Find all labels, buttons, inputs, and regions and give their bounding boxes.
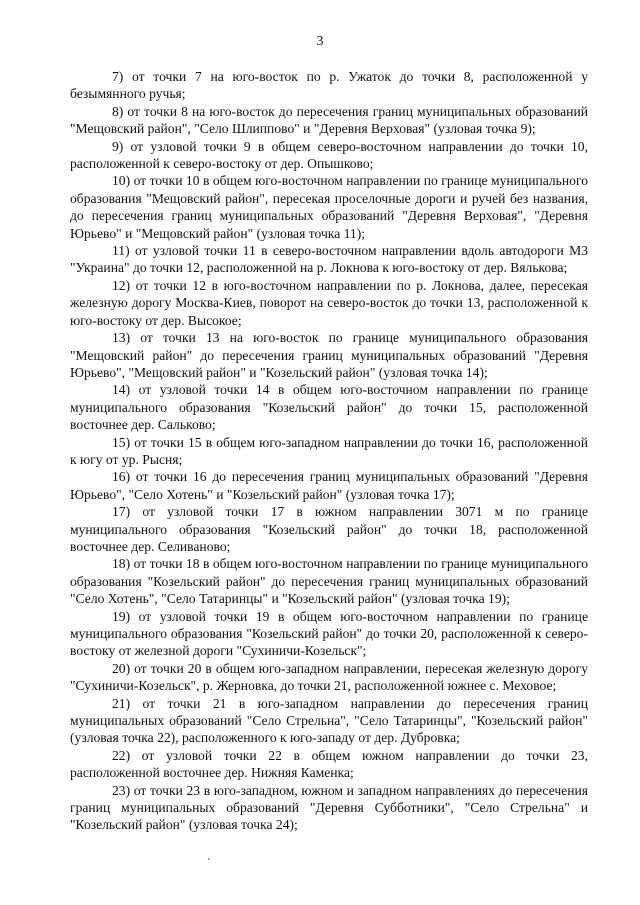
paragraph-10: 10) от точки 10 в общем юго-восточном направлении по границе муниципального образования "Мещовский район", пересекая проселочные дороги и ручей без названия, до пересечения границ муниципальных образований "Деревня Верховая", "Деревня Юрьево" и "Мещовский район" (узловая точка 11); xyxy=(70,173,588,241)
paragraph-18: 18) от точки 18 в общем юго-восточном направлении по границе муниципального образования "Козельский район" до пересечения границ муниципальных образований "Село Хотень", "Село Татаринцы" и "Козельский район" (узловая точка 19); xyxy=(70,556,588,607)
paragraph-12: 12) от точки 12 в юго-восточном направлении по р. Локнова, далее, пересекая железную дорогу Москва-Киев, поворот на северо-восток до точки 13, расположенной к юго-востоку от дер. Высокое; xyxy=(70,277,588,328)
paragraph-22: 22) от узловой точки 22 в общем южном направлении до точки 23, расположенной восточнее дер. Нижняя Каменка; xyxy=(70,747,588,781)
paragraph-8: 8) от точки 8 на юго-восток до пересечения границ муниципальных образований "Мещовский район", "Село Шлиппово" и "Деревня Верховая" (узловая точка 9); xyxy=(70,103,588,137)
paragraph-9: 9) от узловой точки 9 в общем северо-восточном направлении до точки 10, расположенной к северо-востоку от дер. Опышково; xyxy=(70,138,588,172)
paragraph-21: 21) от точки 21 в юго-западном направлении до пересечения границ муниципальных образований "Село Стрельна", "Село Татаринцы", "Козельский район" (узловая точка 22), расположенного к юго-западу от дер. Дубровка; xyxy=(70,695,588,746)
paragraph-16: 16) от точки 16 до пересечения границ муниципальных образований "Деревня Юрьево", "Село Хотень" и "Козельский район" (узловая точка 17); xyxy=(70,469,588,502)
paragraph-15: 15) от точки 15 в общем юго-западном направлении до точки 16, расположенной к югу от ур. Рысня; xyxy=(70,434,588,467)
document-body xyxy=(70,68,588,834)
paragraph-20: 20) от точки 20 в общем юго-западном направлении, пересекая железную дорогу "Сухиничи-Козельск", р. Жерновка, до точки 21, расположенной южнее с. Меховое; xyxy=(70,660,588,694)
scan-speck xyxy=(208,858,210,860)
paragraph-19: 19) от узловой точки 19 в общем юго-восточном направлении по границе муниципального образования "Козельский район" до точки 20, расположенной к северо-востоку от железной дороги "Сухиничи-Козельск"; xyxy=(70,608,588,659)
paragraph-7: 7) от точки 7 на юго-восток по р. Ужаток до точки 8, расположенной у безымянного ручья; xyxy=(70,69,588,102)
paragraph-11: 11) от узловой точки 11 в северо-восточном направлении вдоль автодороги М3 "Украина" до точки 12, расположенной на р. Локнова к юго-востоку от дер. Вялькова; xyxy=(70,243,588,276)
paragraph-17: 17) от узловой точки 17 в южном направлении 3071 м по границе муниципального образования "Козельский район" до точки 18, расположенной восточнее дер. Селиваново; xyxy=(70,504,588,554)
paragraph-23: 23) от точки 23 в юго-западном, южном и западном направлениях до пересечения границ муниципальных образований "Деревня Субботники", "Село Стрельна" и "Козельский район" (узловая точка 24); xyxy=(70,782,588,833)
paragraph-14: 14) от узловой точки 14 в общем юго-восточном направлении по границе муниципального образования "Козельский район" до точки 15, расположенной восточнее дер. Сальково; xyxy=(70,382,588,433)
paragraph-13: 13) от точки 13 на юго-восток по границе муниципального образования "Мещовский район" до пересечения границ муниципальных образований "Деревня Юрьево", "Мещовский район" и "Козельский район" (узловая точка 14); xyxy=(70,330,588,380)
page-number: 3 xyxy=(316,34,324,49)
